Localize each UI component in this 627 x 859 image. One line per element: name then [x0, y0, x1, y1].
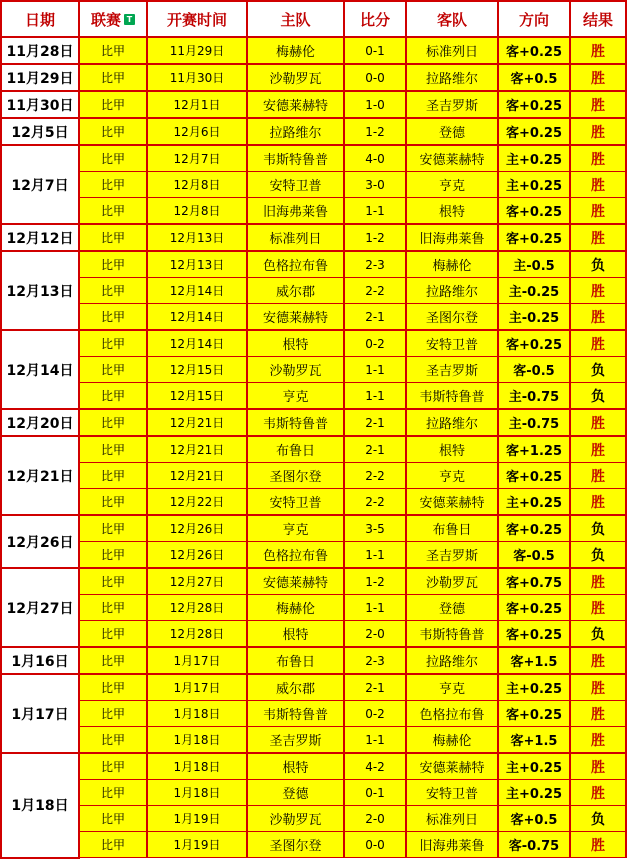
cell-score: 1-1	[344, 357, 406, 383]
cell-score: 1-2	[344, 568, 406, 595]
cell-home-team: 沙勒罗瓦	[247, 806, 344, 832]
column-header-kickoff-time	[147, 1, 247, 37]
cell-score: 2-0	[344, 621, 406, 648]
cell-direction: 主-0.5	[498, 251, 570, 278]
cell-result: 胜	[570, 118, 626, 145]
table-row	[1, 357, 626, 383]
cell-home-team: 拉路维尔	[247, 118, 344, 145]
table-row	[1, 621, 626, 648]
cell-score: 1-0	[344, 91, 406, 118]
cell-home-team: 圣图尔登	[247, 832, 344, 858]
cell-result: 负	[570, 383, 626, 410]
cell-league: 比甲	[79, 515, 147, 542]
column-header-away-team	[406, 1, 498, 37]
cell-league: 比甲	[79, 542, 147, 569]
cell-away-team: 沙勒罗瓦	[406, 568, 498, 595]
cell-score: 2-1	[344, 436, 406, 463]
cell-home-team: 梅赫伦	[247, 37, 344, 64]
cell-result: 胜	[570, 145, 626, 172]
cell-score: 3-5	[344, 515, 406, 542]
cell-result: 胜	[570, 91, 626, 118]
cell-kickoff-time: 12月28日	[147, 621, 247, 648]
cell-league: 比甲	[79, 806, 147, 832]
cell-result: 胜	[570, 463, 626, 489]
cell-direction: 客+0.25	[498, 595, 570, 621]
cell-score: 2-1	[344, 409, 406, 436]
cell-date: 1月16日	[1, 647, 79, 674]
cell-direction: 客-0.5	[498, 357, 570, 383]
cell-away-team: 根特	[406, 436, 498, 463]
cell-score: 0-1	[344, 780, 406, 806]
cell-away-team: 色格拉布鲁	[406, 701, 498, 727]
cell-score: 2-1	[344, 304, 406, 331]
cell-away-team: 圣吉罗斯	[406, 542, 498, 569]
cell-home-team: 韦斯特鲁普	[247, 409, 344, 436]
cell-date: 11月29日	[1, 64, 79, 91]
cell-result: 胜	[570, 647, 626, 674]
cell-kickoff-time: 12月27日	[147, 568, 247, 595]
cell-kickoff-time: 12月14日	[147, 278, 247, 304]
cell-home-team: 圣吉罗斯	[247, 727, 344, 754]
cell-kickoff-time: 12月1日	[147, 91, 247, 118]
cell-league: 比甲	[79, 145, 147, 172]
table-row	[1, 91, 626, 118]
cell-score: 0-2	[344, 701, 406, 727]
cell-away-team: 圣图尔登	[406, 304, 498, 331]
cell-league: 比甲	[79, 463, 147, 489]
cell-away-team: 圣吉罗斯	[406, 357, 498, 383]
cell-home-team: 布鲁日	[247, 647, 344, 674]
cell-result: 胜	[570, 198, 626, 225]
cell-home-team: 根特	[247, 753, 344, 780]
cell-direction: 客+0.5	[498, 806, 570, 832]
cell-score: 1-1	[344, 542, 406, 569]
cell-date: 12月20日	[1, 409, 79, 436]
cell-league: 比甲	[79, 198, 147, 225]
table-row	[1, 647, 626, 674]
cell-score: 1-1	[344, 727, 406, 754]
table-row	[1, 224, 626, 251]
table-row	[1, 383, 626, 410]
cell-away-team: 韦斯特鲁普	[406, 621, 498, 648]
cell-result: 负	[570, 515, 626, 542]
table-row	[1, 780, 626, 806]
cell-direction: 客+1.5	[498, 727, 570, 754]
cell-direction: 客+0.25	[498, 37, 570, 64]
cell-direction: 客+0.25	[498, 224, 570, 251]
table-row	[1, 832, 626, 858]
cell-date: 1月18日	[1, 753, 79, 858]
cell-score: 1-1	[344, 595, 406, 621]
cell-score: 2-3	[344, 647, 406, 674]
cell-home-team: 韦斯特鲁普	[247, 145, 344, 172]
cell-result: 胜	[570, 489, 626, 516]
cell-result: 胜	[570, 37, 626, 64]
cell-date: 11月30日	[1, 91, 79, 118]
cell-direction: 客+0.25	[498, 330, 570, 357]
cell-date: 12月5日	[1, 118, 79, 145]
cell-direction: 主+0.25	[498, 489, 570, 516]
table-row	[1, 489, 626, 516]
cell-league: 比甲	[79, 727, 147, 754]
cell-score: 2-1	[344, 674, 406, 701]
cell-score: 2-3	[344, 251, 406, 278]
header-label: 主队	[280, 10, 311, 29]
cell-direction: 客+0.25	[498, 515, 570, 542]
cell-result: 胜	[570, 436, 626, 463]
cell-kickoff-time: 12月21日	[147, 463, 247, 489]
cell-kickoff-time: 1月18日	[147, 701, 247, 727]
cell-league: 比甲	[79, 172, 147, 198]
cell-direction: 主+0.25	[498, 780, 570, 806]
cell-away-team: 安德莱赫特	[406, 489, 498, 516]
cell-direction: 主+0.25	[498, 145, 570, 172]
cell-kickoff-time: 1月19日	[147, 806, 247, 832]
table-row	[1, 278, 626, 304]
cell-home-team: 安德莱赫特	[247, 91, 344, 118]
cell-home-team: 沙勒罗瓦	[247, 357, 344, 383]
cell-date: 12月13日	[1, 251, 79, 330]
cell-direction: 客+1.5	[498, 647, 570, 674]
cell-result: 胜	[570, 409, 626, 436]
cell-result: 负	[570, 621, 626, 648]
cell-kickoff-time: 12月21日	[147, 436, 247, 463]
cell-home-team: 安特卫普	[247, 172, 344, 198]
cell-date: 12月27日	[1, 568, 79, 647]
table-row	[1, 37, 626, 64]
cell-kickoff-time: 12月13日	[147, 251, 247, 278]
cell-away-team: 韦斯特鲁普	[406, 383, 498, 410]
table-row	[1, 463, 626, 489]
cell-result: 胜	[570, 172, 626, 198]
column-header-league	[79, 1, 147, 37]
table-row	[1, 172, 626, 198]
cell-result: 胜	[570, 701, 626, 727]
cell-kickoff-time: 11月30日	[147, 64, 247, 91]
cell-kickoff-time: 12月8日	[147, 172, 247, 198]
cell-kickoff-time: 1月18日	[147, 727, 247, 754]
cell-score: 2-0	[344, 806, 406, 832]
cell-date: 12月21日	[1, 436, 79, 515]
cell-home-team: 圣图尔登	[247, 463, 344, 489]
table-row	[1, 145, 626, 172]
cell-away-team: 根特	[406, 198, 498, 225]
cell-direction: 主+0.25	[498, 674, 570, 701]
cell-kickoff-time: 12月15日	[147, 357, 247, 383]
cell-league: 比甲	[79, 383, 147, 410]
cell-direction: 主-0.25	[498, 278, 570, 304]
table-row	[1, 727, 626, 754]
cell-direction: 主+0.25	[498, 172, 570, 198]
cell-home-team: 根特	[247, 330, 344, 357]
cell-direction: 客+0.75	[498, 568, 570, 595]
cell-away-team: 安特卫普	[406, 330, 498, 357]
cell-league: 比甲	[79, 436, 147, 463]
header-label: 联赛	[90, 10, 121, 29]
cell-score: 0-2	[344, 330, 406, 357]
cell-kickoff-time: 12月26日	[147, 542, 247, 569]
table-header-row	[1, 1, 626, 37]
header-label: 结果	[582, 10, 613, 29]
table-row	[1, 701, 626, 727]
cell-away-team: 标准列日	[406, 37, 498, 64]
header-label: 比分	[359, 10, 390, 29]
cell-away-team: 布鲁日	[406, 515, 498, 542]
column-header-score	[344, 1, 406, 37]
cell-direction: 客-0.5	[498, 542, 570, 569]
cell-home-team: 亨克	[247, 383, 344, 410]
cell-home-team: 威尔郡	[247, 674, 344, 701]
cell-result: 胜	[570, 304, 626, 331]
cell-away-team: 亨克	[406, 172, 498, 198]
cell-kickoff-time: 12月8日	[147, 198, 247, 225]
cell-away-team: 梅赫伦	[406, 251, 498, 278]
cell-date: 12月26日	[1, 515, 79, 568]
cell-score: 4-2	[344, 753, 406, 780]
cell-direction: 主-0.25	[498, 304, 570, 331]
cell-result: 胜	[570, 832, 626, 858]
cell-home-team: 安德莱赫特	[247, 304, 344, 331]
cell-kickoff-time: 12月21日	[147, 409, 247, 436]
cell-result: 胜	[570, 64, 626, 91]
cell-league: 比甲	[79, 409, 147, 436]
cell-home-team: 安特卫普	[247, 489, 344, 516]
cell-away-team: 拉路维尔	[406, 64, 498, 91]
table-row	[1, 542, 626, 569]
cell-score: 0-0	[344, 64, 406, 91]
cell-score: 1-1	[344, 198, 406, 225]
cell-league: 比甲	[79, 780, 147, 806]
cell-league: 比甲	[79, 278, 147, 304]
cell-league: 比甲	[79, 621, 147, 648]
cell-league: 比甲	[79, 64, 147, 91]
cell-home-team: 标准列日	[247, 224, 344, 251]
table-row	[1, 674, 626, 701]
cell-home-team: 安德莱赫特	[247, 568, 344, 595]
column-header-direction	[498, 1, 570, 37]
cell-direction: 客+0.25	[498, 621, 570, 648]
table-body	[1, 37, 626, 858]
cell-kickoff-time: 12月14日	[147, 330, 247, 357]
cell-away-team: 登德	[406, 118, 498, 145]
cell-result: 负	[570, 542, 626, 569]
cell-score: 2-2	[344, 489, 406, 516]
cell-kickoff-time: 1月18日	[147, 780, 247, 806]
cell-home-team: 威尔郡	[247, 278, 344, 304]
cell-direction: 主-0.75	[498, 409, 570, 436]
column-header-result	[570, 1, 626, 37]
header-label: 开赛时间	[166, 10, 227, 29]
table-row	[1, 753, 626, 780]
league-badge-icon: T	[124, 14, 135, 25]
header-label: 日期	[24, 10, 55, 29]
cell-date: 12月14日	[1, 330, 79, 409]
cell-away-team: 梅赫伦	[406, 727, 498, 754]
cell-home-team: 色格拉布鲁	[247, 251, 344, 278]
cell-direction: 客+0.25	[498, 463, 570, 489]
cell-league: 比甲	[79, 251, 147, 278]
cell-result: 负	[570, 251, 626, 278]
cell-date: 1月17日	[1, 674, 79, 753]
cell-result: 胜	[570, 674, 626, 701]
cell-league: 比甲	[79, 357, 147, 383]
cell-kickoff-time: 12月7日	[147, 145, 247, 172]
header-label: 方向	[518, 10, 549, 29]
cell-score: 0-0	[344, 832, 406, 858]
cell-direction: 客-0.75	[498, 832, 570, 858]
table-row	[1, 436, 626, 463]
cell-result: 负	[570, 806, 626, 832]
table-row	[1, 568, 626, 595]
cell-away-team: 安德莱赫特	[406, 145, 498, 172]
cell-date: 11月28日	[1, 37, 79, 64]
cell-kickoff-time: 12月22日	[147, 489, 247, 516]
cell-kickoff-time: 1月18日	[147, 753, 247, 780]
table-row	[1, 515, 626, 542]
cell-kickoff-time: 1月19日	[147, 832, 247, 858]
cell-away-team: 旧海弗莱鲁	[406, 224, 498, 251]
cell-direction: 客+0.5	[498, 64, 570, 91]
cell-away-team: 圣吉罗斯	[406, 91, 498, 118]
cell-home-team: 登德	[247, 780, 344, 806]
cell-league: 比甲	[79, 118, 147, 145]
cell-date: 12月7日	[1, 145, 79, 224]
column-header-date	[1, 1, 79, 37]
cell-away-team: 拉路维尔	[406, 278, 498, 304]
cell-league: 比甲	[79, 37, 147, 64]
table-row	[1, 118, 626, 145]
table-row	[1, 409, 626, 436]
cell-score: 4-0	[344, 145, 406, 172]
cell-league: 比甲	[79, 489, 147, 516]
cell-score: 1-1	[344, 383, 406, 410]
cell-score: 1-2	[344, 118, 406, 145]
cell-away-team: 安特卫普	[406, 780, 498, 806]
cell-away-team: 标准列日	[406, 806, 498, 832]
cell-league: 比甲	[79, 753, 147, 780]
cell-kickoff-time: 12月13日	[147, 224, 247, 251]
cell-home-team: 根特	[247, 621, 344, 648]
cell-date: 12月12日	[1, 224, 79, 251]
cell-kickoff-time: 11月29日	[147, 37, 247, 64]
cell-result: 胜	[570, 727, 626, 754]
cell-home-team: 梅赫伦	[247, 595, 344, 621]
cell-league: 比甲	[79, 330, 147, 357]
cell-home-team: 布鲁日	[247, 436, 344, 463]
cell-away-team: 安德莱赫特	[406, 753, 498, 780]
table-row	[1, 251, 626, 278]
table-row	[1, 64, 626, 91]
cell-direction: 客+0.25	[498, 198, 570, 225]
cell-result: 胜	[570, 278, 626, 304]
cell-league: 比甲	[79, 595, 147, 621]
cell-league: 比甲	[79, 91, 147, 118]
cell-score: 1-2	[344, 224, 406, 251]
cell-home-team: 色格拉布鲁	[247, 542, 344, 569]
cell-result: 负	[570, 357, 626, 383]
cell-away-team: 亨克	[406, 674, 498, 701]
cell-kickoff-time: 1月17日	[147, 647, 247, 674]
cell-result: 胜	[570, 568, 626, 595]
table-row	[1, 595, 626, 621]
table-row	[1, 806, 626, 832]
table-row	[1, 330, 626, 357]
cell-home-team: 旧海弗莱鲁	[247, 198, 344, 225]
cell-direction: 客+1.25	[498, 436, 570, 463]
cell-home-team: 韦斯特鲁普	[247, 701, 344, 727]
cell-away-team: 拉路维尔	[406, 409, 498, 436]
cell-league: 比甲	[79, 224, 147, 251]
table-row	[1, 198, 626, 225]
cell-league: 比甲	[79, 304, 147, 331]
cell-direction: 客+0.25	[498, 118, 570, 145]
cell-direction: 主+0.25	[498, 753, 570, 780]
cell-away-team: 拉路维尔	[406, 647, 498, 674]
cell-direction: 客+0.25	[498, 701, 570, 727]
cell-kickoff-time: 12月6日	[147, 118, 247, 145]
cell-result: 胜	[570, 224, 626, 251]
header-label: 客队	[436, 10, 467, 29]
cell-away-team: 亨克	[406, 463, 498, 489]
cell-league: 比甲	[79, 568, 147, 595]
cell-away-team: 登德	[406, 595, 498, 621]
cell-away-team: 旧海弗莱鲁	[406, 832, 498, 858]
cell-league: 比甲	[79, 832, 147, 858]
cell-direction: 客+0.25	[498, 91, 570, 118]
cell-kickoff-time: 12月28日	[147, 595, 247, 621]
cell-result: 胜	[570, 753, 626, 780]
cell-score: 3-0	[344, 172, 406, 198]
cell-home-team: 沙勒罗瓦	[247, 64, 344, 91]
cell-home-team: 亨克	[247, 515, 344, 542]
cell-direction: 主-0.75	[498, 383, 570, 410]
cell-league: 比甲	[79, 647, 147, 674]
cell-score: 2-2	[344, 278, 406, 304]
cell-score: 0-1	[344, 37, 406, 64]
cell-kickoff-time: 12月14日	[147, 304, 247, 331]
cell-kickoff-time: 1月17日	[147, 674, 247, 701]
cell-result: 胜	[570, 595, 626, 621]
table-row	[1, 304, 626, 331]
cell-result: 胜	[570, 330, 626, 357]
cell-score: 2-2	[344, 463, 406, 489]
cell-kickoff-time: 12月15日	[147, 383, 247, 410]
cell-league: 比甲	[79, 674, 147, 701]
cell-result: 胜	[570, 780, 626, 806]
cell-kickoff-time: 12月26日	[147, 515, 247, 542]
column-header-home-team	[247, 1, 344, 37]
cell-league: 比甲	[79, 701, 147, 727]
